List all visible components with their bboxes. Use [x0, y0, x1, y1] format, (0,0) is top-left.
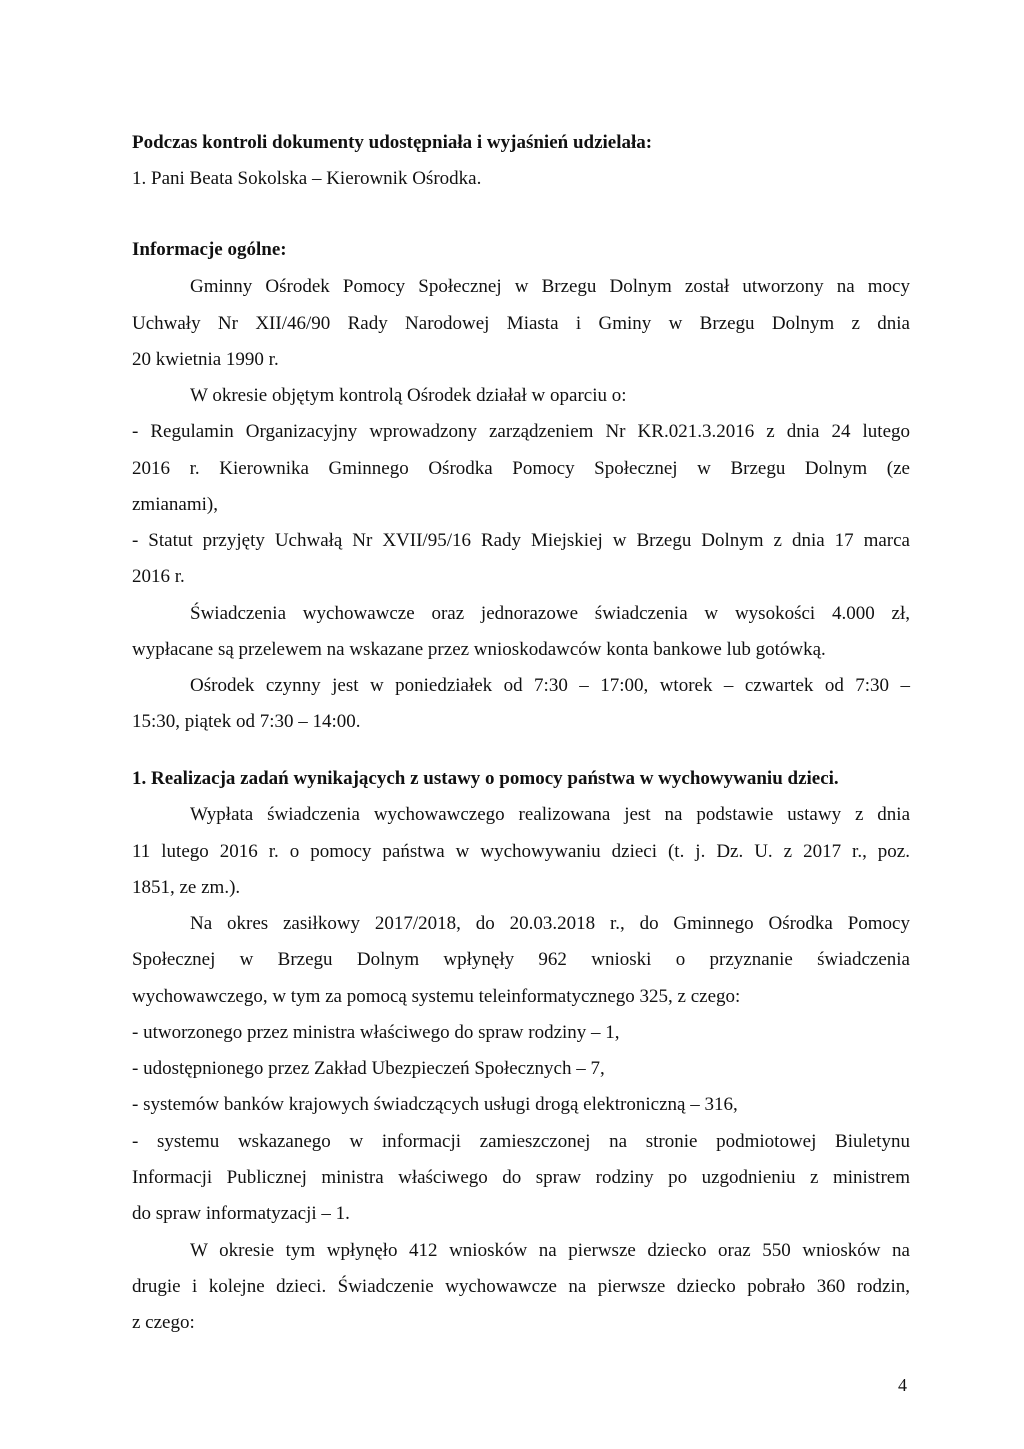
page-number: 4	[898, 1375, 907, 1395]
general-item2-line2: 2016 r.	[132, 566, 185, 587]
control-person: 1. Pani Beata Sokolska – Kierownik Ośrodka.	[132, 168, 482, 189]
section1-p3-line2: drugie i kolejne dzieci. Świadczenie wychowawcze na pierwsze dziecko pobrało 360 rodzin,	[132, 1276, 910, 1297]
general-p1-line3: 20 kwietnia 1990 r.	[132, 349, 279, 370]
general-item1-line2: 2016 r. Kierownika Gminnego Ośrodka Pomocy Społecznej w Brzegu Dolnym (ze	[132, 458, 910, 479]
general-p2: W okresie objętym kontrolą Ośrodek działał w oparciu o:	[190, 385, 627, 406]
section1-p2-line3: wychowawczego, w tym za pomocą systemu teleinformatycznego 325, z czego:	[132, 986, 741, 1007]
section1-p2-line1: Na okres zasiłkowy 2017/2018, do 20.03.2018 r., do Gminnego Ośrodka Pomocy	[190, 913, 910, 934]
section1-item4-line3: do spraw informatyzacji – 1.	[132, 1203, 350, 1224]
section1-p3-line3: z czego:	[132, 1312, 195, 1333]
section1-item4-line2: Informacji Publicznej ministra właściwego do spraw rodziny po uzgodnieniu z ministrem	[132, 1167, 910, 1188]
general-item1-line3: zmianami),	[132, 494, 218, 515]
general-p3-line1: Świadczenia wychowawcze oraz jednorazowe świadczenia w wysokości 4.000 zł,	[190, 603, 910, 624]
section1-heading: 1. Realizacja zadań wynikających z ustawy o pomocy państwa w wychowywaniu dzieci.	[132, 768, 839, 789]
general-heading: Informacje ogólne:	[132, 239, 287, 260]
general-p1-line2: Uchwały Nr XII/46/90 Rady Narodowej Miasta i Gminy w Brzegu Dolnym z dnia	[132, 313, 910, 334]
section1-p3-line1: W okresie tym wpłynęło 412 wniosków na pierwsze dziecko oraz 550 wniosków na	[190, 1240, 910, 1261]
section1-list-item: - udostępnionego przez Zakład Ubezpieczeń Społecznych – 7,	[132, 1058, 605, 1079]
section1-list-item: - utworzonego przez ministra właściwego do spraw rodziny – 1,	[132, 1022, 620, 1043]
general-p4-line2: 15:30, piątek od 7:30 – 14:00.	[132, 711, 361, 732]
section1-p1-line1: Wypłata świadczenia wychowawczego realizowana jest na podstawie ustawy z dnia	[190, 804, 910, 825]
general-p1-line1: Gminny Ośrodek Pomocy Społecznej w Brzegu Dolnym został utworzony na mocy	[190, 276, 910, 297]
general-p4-line1: Ośrodek czynny jest w poniedziałek od 7:30 – 17:00, wtorek – czwartek od 7:30 –	[190, 675, 910, 696]
general-p3-line2: wypłacane są przelewem na wskazane przez wnioskodawców konta bankowe lub gotówką.	[132, 639, 826, 660]
section1-list-item: - systemów banków krajowych świadczących usługi drogą elektroniczną – 316,	[132, 1094, 738, 1115]
general-item1-line1: - Regulamin Organizacyjny wprowadzony zarządzeniem Nr KR.021.3.2016 z dnia 24 lutego	[132, 421, 910, 442]
control-heading: Podczas kontroli dokumenty udostępniała i wyjaśnień udzielała:	[132, 132, 653, 153]
general-item2-line1: - Statut przyjęty Uchwałą Nr XVII/95/16 Rady Miejskiej w Brzegu Dolnym z dnia 17 marca	[132, 530, 910, 551]
section1-item4-line1: - systemu wskazanego w informacji zamieszczonej na stronie podmiotowej Biuletynu	[132, 1131, 910, 1152]
section1-p1-line3: 1851, ze zm.).	[132, 877, 241, 898]
section1-p2-line2: Społecznej w Brzegu Dolnym wpłynęły 962 wnioski o przyznanie świadczenia	[132, 949, 910, 970]
section1-p1-line2: 11 lutego 2016 r. o pomocy państwa w wychowywaniu dzieci (t. j. Dz. U. z 2017 r., poz.	[132, 841, 910, 862]
